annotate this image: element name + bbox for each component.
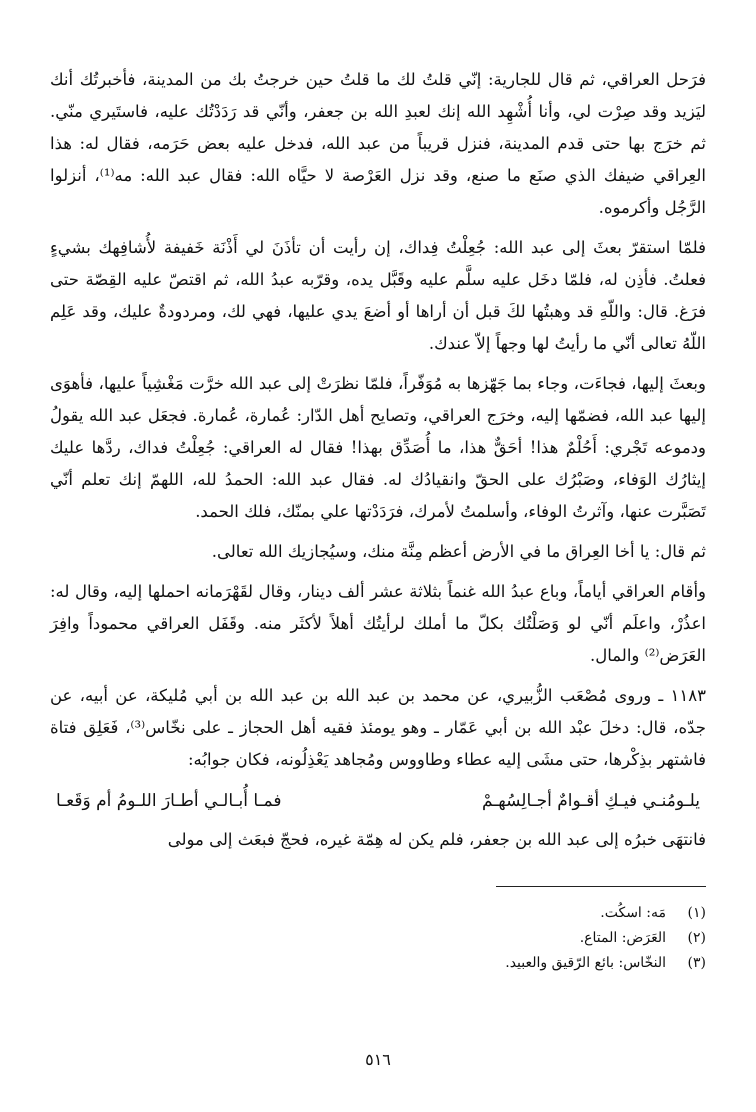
footnote-2 — [50, 926, 706, 951]
footnote-3 — [50, 951, 706, 976]
page-number: ٥١٦ — [365, 1050, 391, 1069]
closing-paragraph: فانتهَى خبرُه إلى عبد الله بن جعفر، فلم يكن له هِمّة غيره، فحجّ فبعَث إلى مولى — [167, 830, 706, 849]
footnotes — [50, 901, 706, 976]
paragraph-2: فلمّا استقرّ بعثَ إلى عبد الله: جُعِلْتُ فِداك، إن رأيت أن تأذَنَ لي أَذْنَة خَفيفة لأُشافِهك بشيءٍ فعلتُ. فأذِن له، فلمّا دخَل عليه سلَّم عليه وقَبَّل يده، وقرّبه عبدُ الله، ثم اقتصّ عليه القِصّة حتى فرَغ. قال: واللّهِ قد وهبتُها لكَ قبل أن أراها أو أضعَ يدي عليها، فهي لك، ومردودةٌ عليك، وقد عَلِم اللّهُ تعالى أنّي ما رأيتُ لها وجهاً إلاّ عندك. — [50, 238, 706, 353]
paragraph-1: فرَحل العراقي، ثم قال للجارية: إنّي قلتُ لك ما قلتُ حين خرجتُ بك من المدينة، فأخبرتُك أنك ليَزيد وقد صِرْت لي، وأنا أُشْهِد الله إنك لعبدِ الله بن جعفر، وأنّي قد رَدَدْتُك عليه، فاستَيري منّي. ثم خرَج بها حتى قدم المدينة، فنزل قريباً من عبد الله، فدخل عليه بعض حَرَمه، فقال له: هذا العِراقي ضيفك الذي صنَع ما صنع، وقد نزل العَرْصة لا حيَّاه الله: فقال عبد الله: مه⁽¹⁾، أنزلوا الرَّجُل وأكرموه. — [50, 70, 706, 217]
verse-left-hemistich: فمـا أُبـالـي أطـارَ اللـومُ أم وَقَعـا — [56, 791, 282, 811]
paragraph-3: وبعثَ إليها، فجاءَت، وجاء بما جَهّزها به مُوَفّراً، فلمّا نظرَتْ إلى عبد الله خرَّت مَغْشِياً عليها، فأهوَى إليها عبد الله، فضمّها إليه، وخرَج العراقي، وتصايح أهل الدّار: عُمارة، عُمارة. فجعَل عبد الله يقولُ ودموعه تَجْري: أَحُلْمٌ هذا! أحَقٌّ هذا، ما أُصَدِّق بهذا! فقال له العراقي: جُعِلْتُ فداك، ردَّها عليك إيثارُك الوَفاء، وصَبْرُك على الحقّ وانقيادُك له. فقال عبد الله: الحمدُ لله، اللهمّ إنك تعلم أنّي تَصَبَّرت عنها، وآثرتُ الوفاء، وأسلمتُ لأمرك، فرَدَدْتها علي بمنّك، فلك الحمد. — [50, 374, 706, 521]
body-text — [50, 64, 706, 856]
footnote-1 — [50, 901, 706, 926]
footnote-number: (١) — [687, 905, 706, 921]
poetry-verse — [50, 784, 706, 818]
footnote-text: مَه: اسكُت. — [600, 905, 666, 921]
verse-right-hemistich: يلـومُنـي فيـكِ أقـوامٌ أجـالِسُهـمْ — [481, 791, 700, 811]
footnote-divider — [496, 886, 706, 887]
paragraph-4: ثم قال: يا أخا العِراق ما في الأرض أعظم مِنَّة منك، وسيُجازيك الله تعالى. — [211, 542, 706, 561]
footnote-text: العَرَض: المتاع. — [579, 930, 666, 946]
paragraph-6: ١١٨٣ ـ وروى مُصْعَب الزُّبيري، عن محمد بن عبد الله بن عبد الله بن أبي مُليكة، عن أبيه، عن جدّه، قال: دخلَ عبْد الله بن أبي عَمّار ـ وهو يومئذ فقيه أهل الحجاز ـ على نخّاس⁽³⁾، فَعَلِق فتاة فاشتهر بذِكْرها، حتى مشَى إليه عطاء وطاووس ومُجاهد يَعْذِلُونه، فكان جوابُه: — [50, 686, 706, 769]
paragraph-5: وأقام العراقي أياماً، وباع عبدُ الله غنماً بثلاثة عشر ألف دينار، وقال لقَهْرَمانه احملها إليه، وقال له: اعذُرْ، واعلَم أنّي لو وَصَلْتُك بكلّ ما أملك لرأيتُك أهلاً لأكثَر منه. وقَفَل العراقي محموداً وافِرَ العَرَض⁽²⁾ والمال. — [50, 582, 706, 665]
footnote-number: (٢) — [687, 930, 706, 946]
footnote-number: (٣) — [687, 955, 706, 971]
footnote-text: النخّاس: بائع الرّقيق والعبيد. — [505, 955, 666, 971]
